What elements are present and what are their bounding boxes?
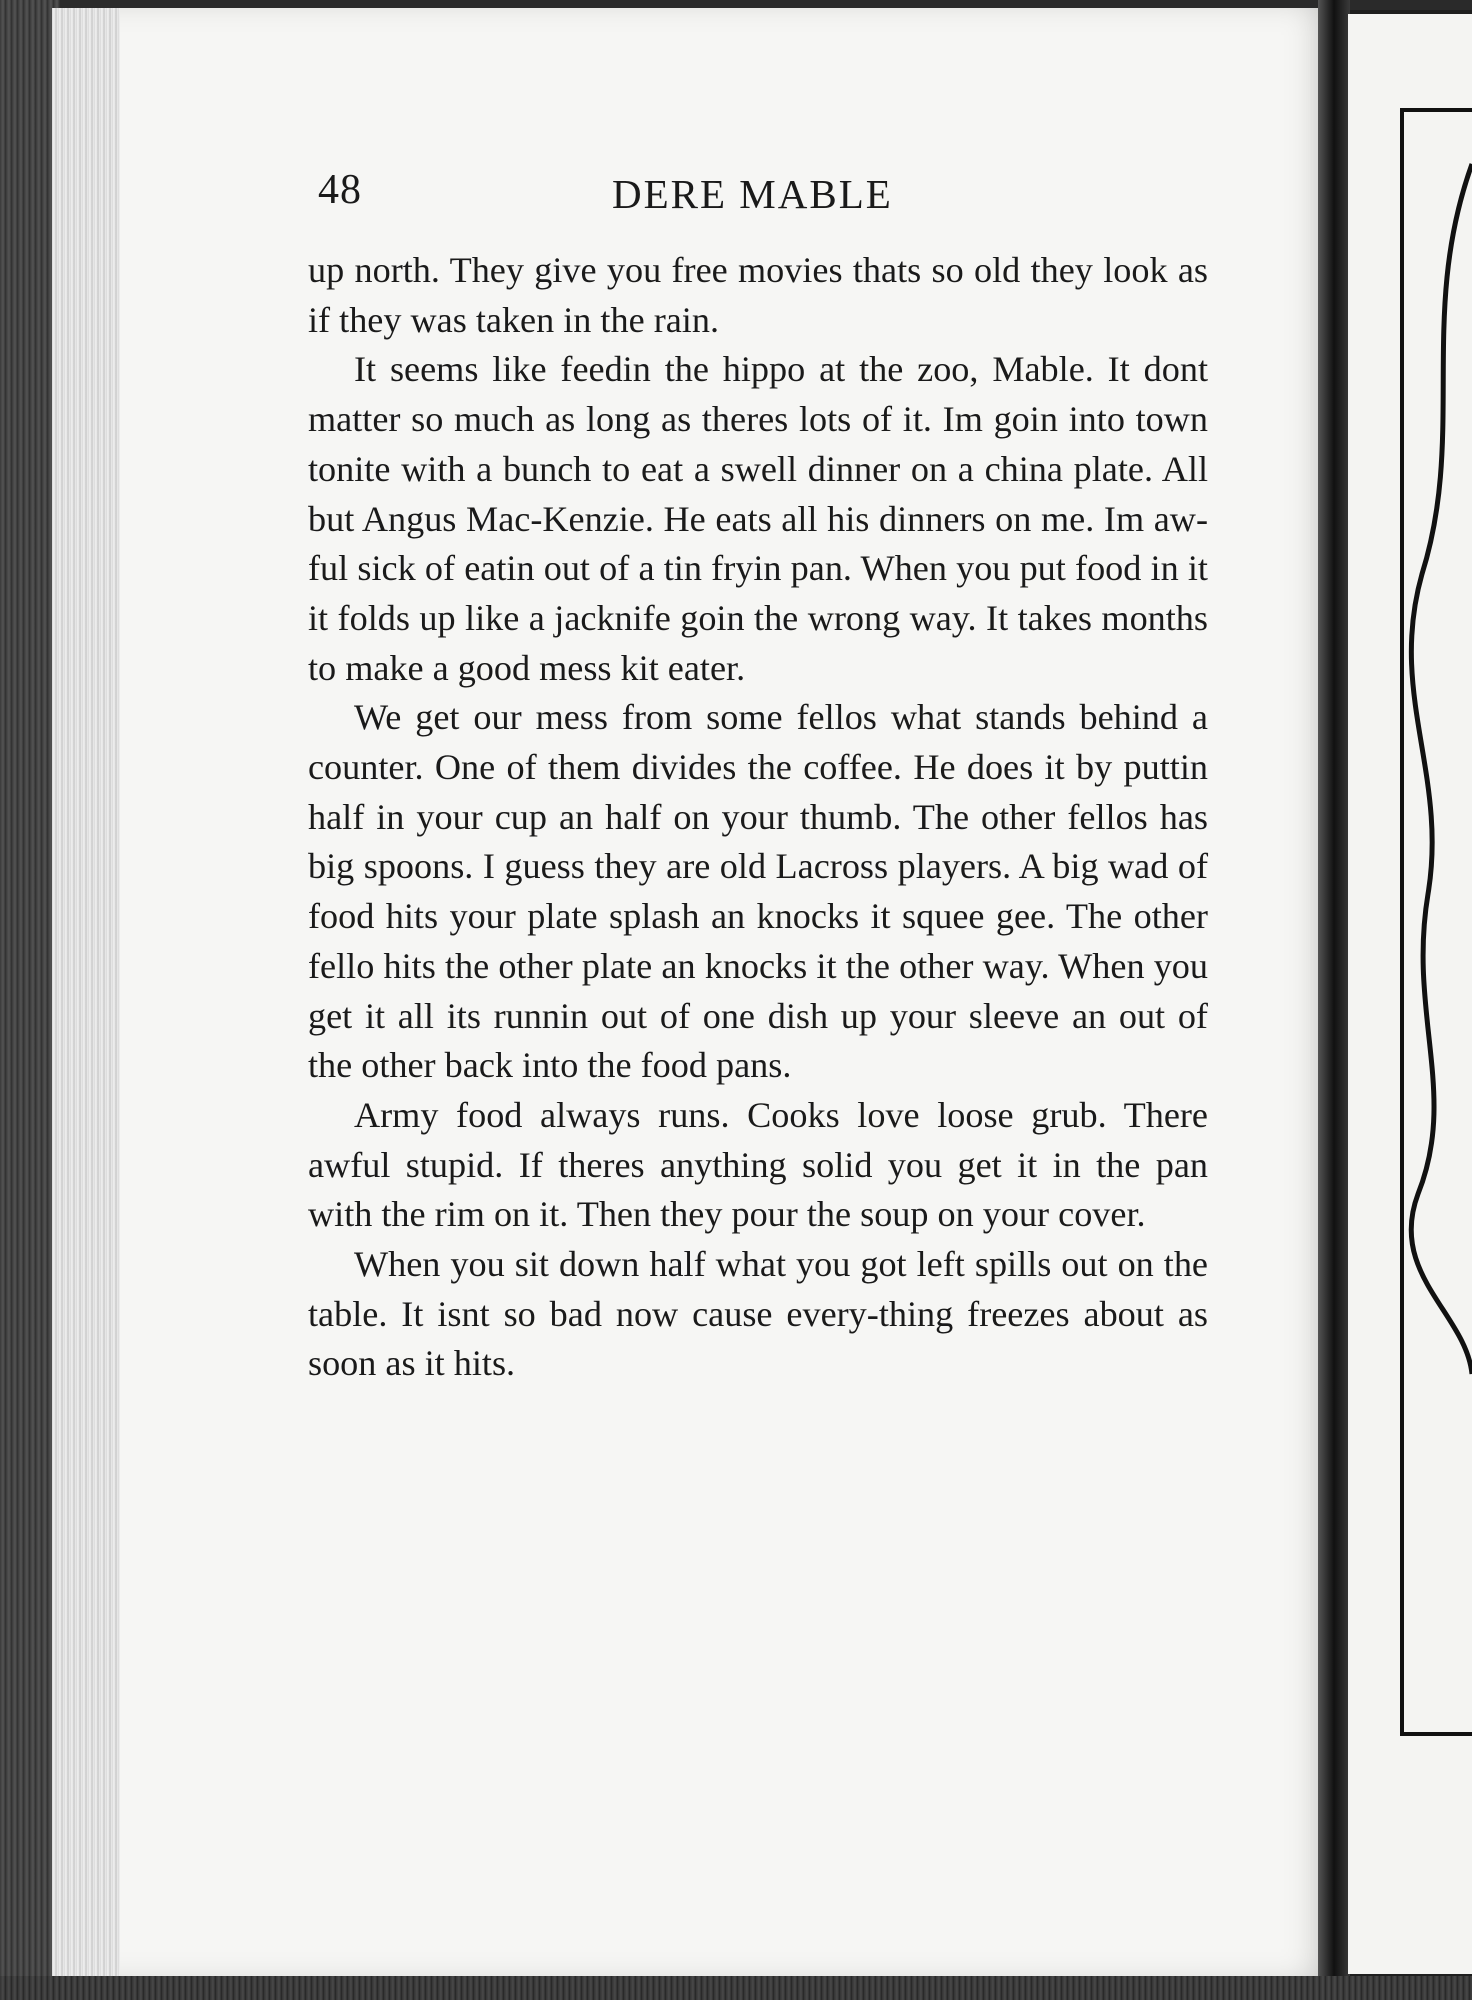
page-header	[200, 160, 1210, 220]
paragraph-3: We get our mess from some fellos what stands behind a counter. One of them divides the coffee. He does it by puttin half in your cup an half on your thumb. The other fellos has big spoons. I guess they are old Lacross players. A big wad of food hits your plate splash an knocks it squee gee. The other fello hits the other plate an knocks it the other way. When you get it all its runnin out of one dish up your sleeve an out of the other back into the food pans.	[308, 697, 1208, 1086]
paragraph-4: Army food always runs. Cooks love loose grub. There awful stupid. If theres anything solid you get it in the pan with the rim on it. Then they pour the soup on your cover.	[308, 1094, 1208, 1235]
facing-page-illustration-edge	[1348, 14, 1472, 1974]
paragraph-5: When you sit down half what you got left spills out on the table. It isnt so bad now cause every-thing freezes about as soon as it hits.	[308, 1244, 1208, 1384]
page-number: 48	[318, 167, 362, 213]
paragraph-2: It seems like feedin the hippo at the zoo, Mable. It dont matter so much as long as theres lots of it. Im goin into town tonite with a bunch to eat a swell dinner on a china plate. All but Angus Mac-Kenzie. He eats all his dinners on me. Im aw-ful sick of eatin out of a tin fryin pan. When you put food in it it folds up like a jacknife goin the wrong way. It takes months to make a good mess kit eater.	[308, 349, 1208, 688]
running-title: DERE MABLE	[612, 171, 893, 217]
bottom-edge	[0, 1976, 1472, 2000]
gutter-shadow	[1318, 0, 1350, 2000]
body-text	[308, 246, 1208, 1389]
book-binding	[0, 0, 60, 2000]
paragraph-1: up north. They give you free movies thats so old they look as if they was taken in the rain.	[308, 250, 1208, 340]
facing-page	[1348, 14, 1472, 1974]
